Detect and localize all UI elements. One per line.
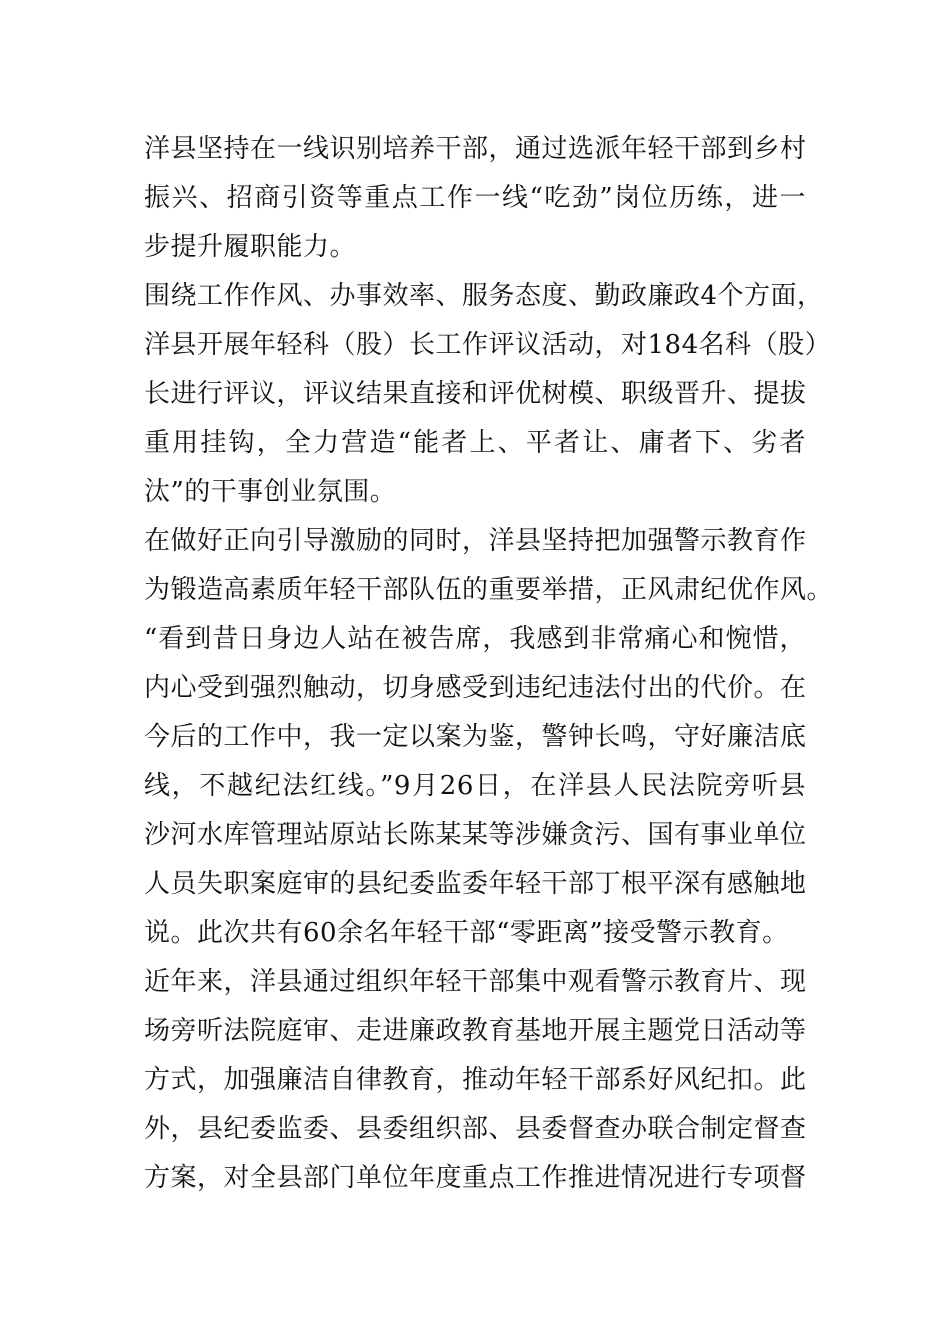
text-line: 重用挂钩，全力营造“能者上、平者让、庸者下、劣者 xyxy=(144,428,806,458)
paragraph-3 xyxy=(144,517,834,958)
paragraph-1 xyxy=(144,125,806,272)
text-line: 洋县坚持在一线识别培养干部，通过选派年轻干部到乡村 xyxy=(144,134,807,164)
text-line: 汰”的干事创业氛围。 xyxy=(144,477,397,507)
document-body xyxy=(144,125,834,1203)
text-line: 外，县纪委监委、县委组织部、县委督查办联合制定督查 xyxy=(144,1114,807,1144)
text-line: 今后的工作中，我一定以案为鉴，警钟长鸣，守好廉洁底 xyxy=(144,722,807,752)
text-line: 场旁听法院庭审、走进廉政教育基地开展主题党日活动等 xyxy=(144,1016,807,1046)
text-line: 方式，加强廉洁自律教育，推动年轻干部系好风纪扣。此 xyxy=(144,1065,807,1095)
text-line: 内心受到强烈触动，切身感受到违纪违法付出的代价。在 xyxy=(144,673,807,703)
text-line: 为锻造高素质年轻干部队伍的重要举措，正风肃纪优作风。 xyxy=(144,575,834,605)
text-line: 步提升履职能力。 xyxy=(144,232,357,262)
text-line: 近年来，洋县通过组织年轻干部集中观看警示教育片、现 xyxy=(144,967,807,997)
text-line: 振兴、招商引资等重点工作一线“吃劲”岗位历练，进一 xyxy=(144,183,806,213)
text-line: 洋县开展年轻科（股）长工作评议活动，对184名科（股） xyxy=(144,330,832,360)
paragraph-2 xyxy=(144,272,832,517)
text-line: 人员失职案庭审的县纪委监委年轻干部丁根平深有感触地 xyxy=(144,869,807,899)
text-line: 方案，对全县部门单位年度重点工作推进情况进行专项督 xyxy=(144,1163,807,1193)
paragraph-4 xyxy=(144,958,806,1203)
text-line: 长进行评议，评议结果直接和评优树模、职级晋升、提拔 xyxy=(144,379,807,409)
text-line: 在做好正向引导激励的同时，洋县坚持把加强警示教育作 xyxy=(144,526,807,556)
text-line: 线，不越纪法红线。”9月26日，在洋县人民法院旁听县 xyxy=(144,771,806,801)
text-line: 说。此次共有60余名年轻干部“零距离”接受警示教育。 xyxy=(144,918,789,948)
text-line: 围绕工作作风、办事效率、服务态度、勤政廉政4个方面， xyxy=(144,281,824,311)
text-line: “看到昔日身边人站在被告席，我感到非常痛心和惋惜， xyxy=(144,624,806,654)
text-line: 沙河水库管理站原站长陈某某等涉嫌贪污、国有事业单位 xyxy=(144,820,807,850)
